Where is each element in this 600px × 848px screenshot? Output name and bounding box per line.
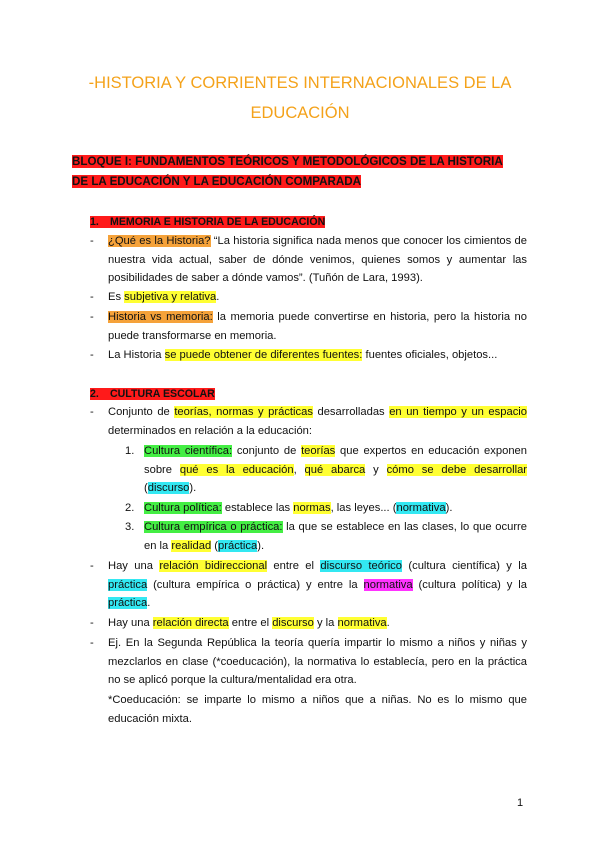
page-number: 1 [517,797,524,809]
section-2-heading: 2. CULTURA ESCOLAR [90,388,215,400]
sub-item-cultura-politica: 2. Cultura política: establece las normas, las leyes... (normativa). [125,502,453,514]
section-1-bullet-2: - Es subjetiva y relativa. [90,291,220,303]
title-line-2: EDUCACIÓN [250,104,350,122]
section-1-heading: 1. MEMORIA E HISTORIA DE LA EDUCACIÓN [90,216,326,228]
section-2-bullet-4: - Ej. En la Segunda República la teoría quería impartir lo mismo a niños y niñas y mezclarlos en clase (*coeducación), la normativa lo establecía, pero en la práctica no se aplicó porque la cultura/mentalidad era otra. [90,637,527,687]
coeducacion-note: *Coeducación: se imparte lo mismo a niños que a niñas. No es lo mismo que educación mixta. [108,694,527,725]
block-heading-line-2: DE LA EDUCACIÓN Y LA EDUCACIÓN COMPARADA [72,175,361,188]
title-line-1: -HISTORIA Y CORRIENTES INTERNACIONALES DE LA [88,74,512,92]
section-1-bullet-3: - Historia vs memoria: la memoria puede convertirse en historia, pero la historia no puede transformarse en memoria. [90,311,527,342]
sub-item-cultura-empirica: 3. Cultura empírica o práctica: la que se establece en las clases, lo que ocurre en la realidad (práctica). [125,521,527,552]
section-1-bullet-4: - La Historia se puede obtener de diferentes fuentes: fuentes oficiales, objetos... [90,349,498,361]
section-2-bullet-1: - Conjunto de teorías, normas y prácticas desarrolladas en un tiempo y un espacio determinados en relación a la educación: [90,406,527,437]
document-title [60,68,540,128]
section-1-bullet-1: - ¿Qué es la Historia? “La historia significa nada menos que conocer los cimientos de nuestra vida actual, saber de dónde venimos, quienes somos y aumentar las posibilidades de saber a dónde vamos”. (Tuñón de Lara, 1993). [90,235,527,285]
block-heading-line-1: BLOQUE I: FUNDAMENTOS TEÓRICOS Y METODOLÓGICOS DE LA HISTORIA [72,155,503,168]
section-2-bullet-3: - Hay una relación directa entre el discurso y la normativa. [90,617,390,629]
section-2-bullet-2: - Hay una relación bidireccional entre el discurso teórico (cultura científica) y la práctica (cultura empírica o práctica) y entre la normativa (cultura política) y la práctica. [90,560,527,610]
sub-item-cultura-cientifica: 1. Cultura científica: conjunto de teorías que expertos en educación exponen sobre qué es la educación, qué abarca y cómo se debe desarrollar (discurso). [125,445,528,495]
block-heading [72,152,532,192]
